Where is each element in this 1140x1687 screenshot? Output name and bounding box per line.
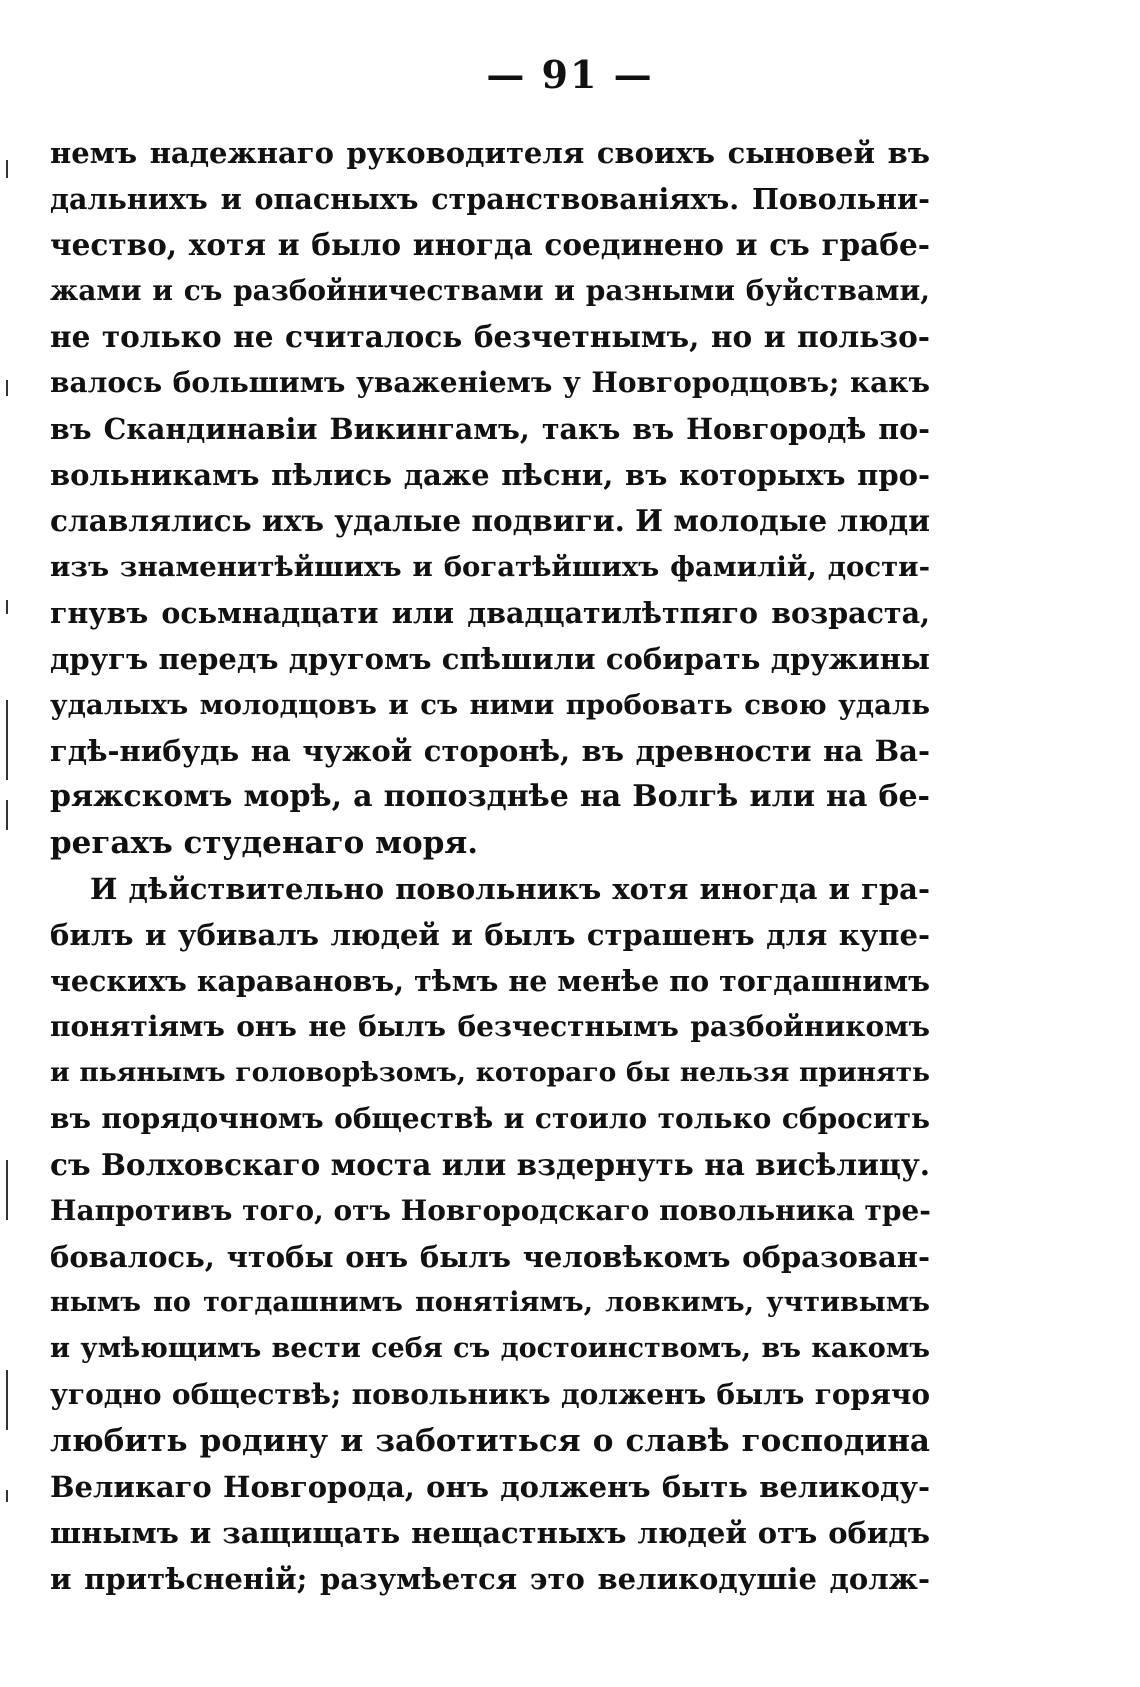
body-text <box>50 130 930 1602</box>
text-line: изъ знаменитѣйшихъ и богатѣйшихъ фамилій, дости- <box>50 551 930 583</box>
text-line: чество, хотя и было иногда соединено и съ грабе- <box>50 227 930 262</box>
text-line: и умѣющимъ вести себя съ достоинствомъ, въ какомъ <box>50 1333 930 1364</box>
text-line: шнымъ и защищать нещастныхъ людей отъ обидъ <box>50 1516 930 1550</box>
text-line: съ Волховскаго моста или вздернуть на висѣлицу. <box>50 1147 930 1182</box>
text-line: регахъ студенаго моря. <box>50 825 479 861</box>
scan-edge-mark <box>6 160 8 178</box>
scan-edge-mark <box>6 380 8 396</box>
text-line: не только не считалось безчетнымъ, но и пользо- <box>50 319 930 354</box>
text-line: бовалось, чтобы онъ былъ человѣкомъ образован- <box>50 1240 930 1274</box>
text-line: понятіямъ онъ не былъ безчестнымъ разбойникомъ <box>50 1010 930 1043</box>
text-line: Великаго Новгорода, онъ долженъ быть великоду- <box>50 1470 930 1504</box>
text-line: и притѣсненій; разумѣется это великодушіе долж- <box>50 1562 930 1596</box>
scan-edge-mark <box>6 1160 8 1220</box>
scan-edge-mark <box>6 1370 8 1430</box>
text-line: И дѣйствительно повольникъ хотя иногда и гра- <box>90 872 930 906</box>
text-line: немъ надежнаго руководителя своихъ сыновей въ <box>50 136 930 170</box>
paragraph <box>50 130 930 866</box>
text-line: ряжскомъ морѣ, а попозднѣе на Волгѣ или на бе- <box>50 779 930 814</box>
text-line: валось большимъ уваженіемъ у Новгородцовъ; какъ <box>50 366 930 399</box>
text-line: нымъ по тогдашнимъ понятіямъ, ловкимъ, учтивымъ <box>50 1287 930 1318</box>
scan-edge-mark <box>6 700 8 780</box>
scan-edge-mark <box>6 1490 8 1502</box>
text-line: удалыхъ молодцовъ и съ ними пробовать свою удаль <box>50 689 930 721</box>
page-number-header: — 91 — <box>486 52 654 97</box>
text-line: славлялись ихъ удалые подвиги. И молодые люди <box>50 503 930 538</box>
scan-edge-mark <box>6 600 8 614</box>
text-line: въ Скандинавіи Викингамъ, такъ въ Новгородѣ по- <box>50 412 930 446</box>
text-line: вольникамъ пѣлись даже пѣсни, въ которыхъ про- <box>50 458 930 492</box>
text-line: Напротивъ того, отъ Новгородскаго повольника тре- <box>50 1194 931 1227</box>
paragraph <box>50 866 930 1602</box>
text-line: гнувъ осьмнадцати или двадцатилѣтпяго возраста, <box>50 596 930 630</box>
text-line: и пьянымъ головорѣзомъ, котораго бы нельзя принять <box>50 1057 930 1088</box>
text-line: угодно обществѣ; повольникъ долженъ былъ горячо <box>50 1378 930 1411</box>
scan-edge-mark <box>6 800 8 830</box>
text-line: билъ и убивалъ людей и былъ страшенъ для купе- <box>50 918 930 952</box>
text-line: жами и съ разбойничествами и разными буйствами, <box>50 274 930 307</box>
text-line: ческихъ каравановъ, тѣмъ не менѣе по тогдашнимъ <box>50 964 930 998</box>
text-line: въ порядочномъ обществѣ и стоило только сбросить <box>50 1102 930 1135</box>
text-line: другъ передъ другомъ спѣшили собирать дружины <box>50 642 930 676</box>
text-line: гдѣ-нибудь на чужой сторонѣ, въ древности на Ва- <box>50 734 930 768</box>
text-line: дальнихъ и опасныхъ странствованіяхъ. Повольни- <box>50 182 930 216</box>
text-line: любить родину и заботиться о славѣ господина <box>50 1423 930 1459</box>
